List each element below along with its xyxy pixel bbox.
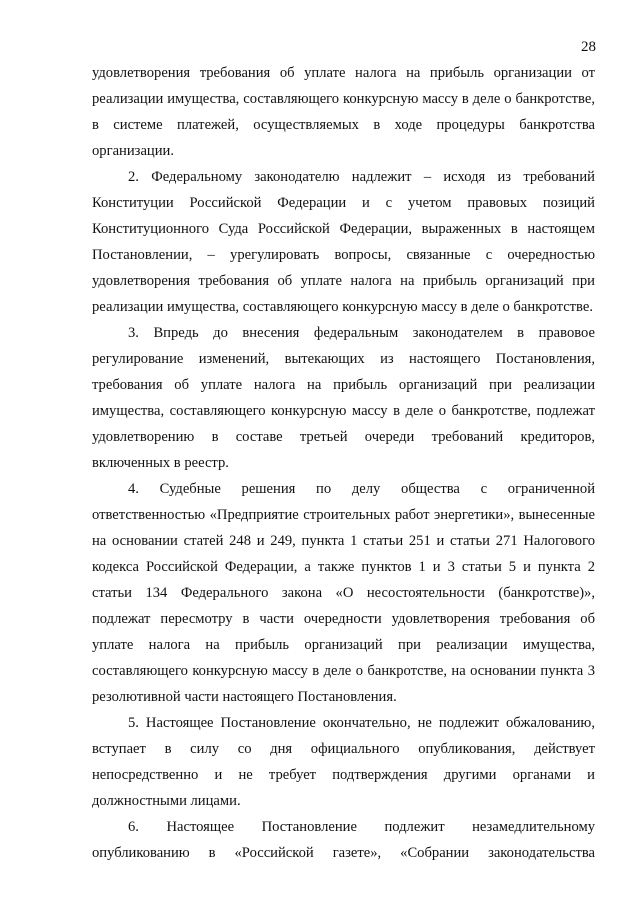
text-line: реализации имущества, составляющего конкурсную массу в деле о банкротстве. xyxy=(92,299,593,315)
text-line: 6. Настоящее Постановление подлежит незамедлительному xyxy=(128,819,595,835)
text-line: непосредственно и не требует подтверждения другими органами и xyxy=(92,767,595,783)
text-line: составляющего конкурсную массу в деле о банкротстве, на основании пункта 3 xyxy=(92,663,595,679)
text-line: на основании статей 248 и 249, пункта 1 статьи 251 и статьи 271 Налогового xyxy=(92,533,595,549)
paragraph-4 xyxy=(92,476,595,710)
text-line: имущества, составляющего конкурсную массу в деле о банкротстве, подлежат xyxy=(92,403,595,419)
text-line: 3. Впредь до внесения федеральным законодателем в правовое xyxy=(128,325,595,341)
text-line: опубликованию в «Российской газете», «Собрании законодательства xyxy=(92,845,595,861)
text-line: 5. Настоящее Постановление окончательно, не подлежит обжалованию, xyxy=(128,715,595,731)
text-line: в системе платежей, осуществляемых в ходе процедуры банкротства xyxy=(92,117,595,133)
text-line: резолютивной части настоящего Постановления. xyxy=(92,689,397,705)
text-line: уплате налога на прибыль организаций при реализации имущества, xyxy=(92,637,595,653)
text-line: требования об уплате налога на прибыль организаций при реализации xyxy=(92,377,595,393)
text-line: Конституции Российской Федерации и с учетом правовых позиций xyxy=(92,195,595,211)
text-line: Конституционного Суда Российской Федерации, выраженных в настоящем xyxy=(92,221,595,237)
text-line: удовлетворения требования об уплате налога на прибыль организаций при xyxy=(92,273,595,289)
text-line: подлежат пересмотру в части очередности удовлетворения требования об xyxy=(92,611,595,627)
page-number: 28 xyxy=(581,39,596,55)
text-line: реализации имущества, составляющего конкурсную массу в деле о банкротстве, xyxy=(92,91,595,107)
paragraph-3 xyxy=(92,320,595,476)
text-line: организации. xyxy=(92,143,174,159)
text-line: Постановлении, – урегулировать вопросы, связанные с очередностью xyxy=(92,247,595,263)
document-body xyxy=(92,60,595,866)
text-line: удовлетворению в составе третьей очереди требований кредиторов, xyxy=(92,429,595,445)
paragraph-6 xyxy=(92,814,595,866)
text-line: должностными лицами. xyxy=(92,793,241,809)
text-line: включенных в реестр. xyxy=(92,455,229,471)
text-line: кодекса Российской Федерации, а также пунктов 1 и 3 статьи 5 и пункта 2 xyxy=(92,559,595,575)
text-line: статьи 134 Федерального закона «О несостоятельности (банкротстве)», xyxy=(92,585,595,601)
text-line: вступает в силу со дня официального опубликования, действует xyxy=(92,741,595,757)
text-line: 4. Судебные решения по делу общества с ограниченной xyxy=(128,481,595,497)
paragraph-continuation xyxy=(92,60,595,164)
paragraph-5 xyxy=(92,710,595,814)
text-line: удовлетворения требования об уплате налога на прибыль организации от xyxy=(92,65,595,81)
text-line: регулирование изменений, вытекающих из настоящего Постановления, xyxy=(92,351,595,367)
text-line: 2. Федеральному законодателю надлежит – исходя из требований xyxy=(128,169,595,185)
paragraph-2 xyxy=(92,164,595,320)
text-line: ответственностью «Предприятие строительных работ энергетики», вынесенные xyxy=(92,507,595,523)
